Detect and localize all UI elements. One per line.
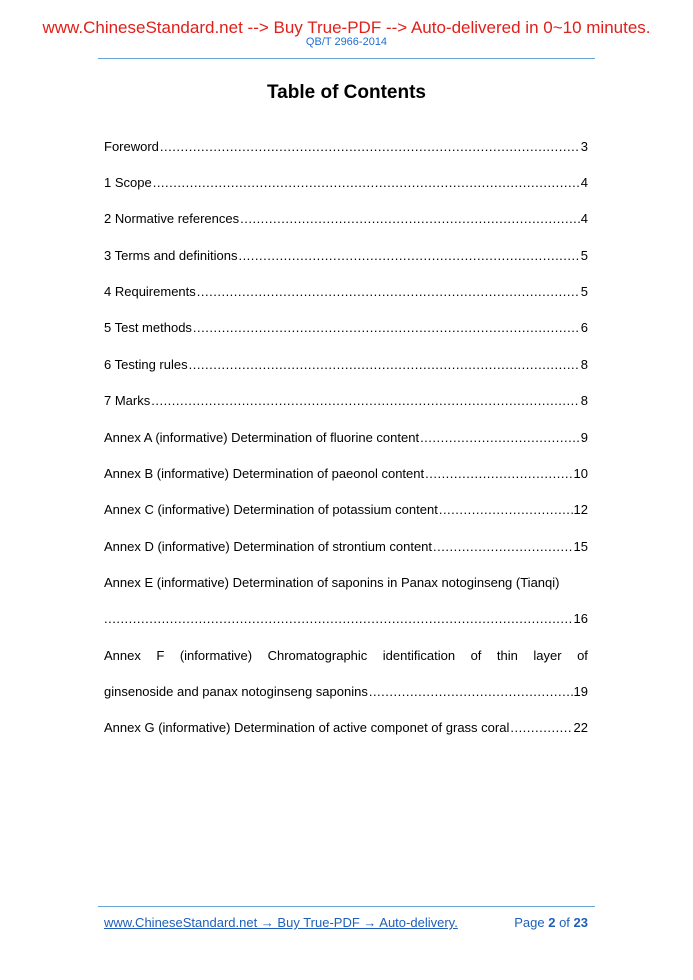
- toc-entry-label: 3 Terms and definitions: [104, 248, 238, 263]
- toc-entry-marks[interactable]: [104, 392, 588, 410]
- dot-leader: [160, 138, 580, 156]
- dot-leader: [153, 174, 580, 192]
- toc-entry-label: ginsenoside and panax notoginseng saponins: [104, 684, 368, 699]
- toc-entry-annex-f-line1[interactable]: [104, 647, 588, 665]
- toc-entry-page: 10: [573, 466, 588, 481]
- toc-entry-annex-f[interactable]: [104, 683, 588, 701]
- dot-leader: [193, 319, 580, 337]
- toc-entry-label: 1 Scope: [104, 175, 152, 190]
- toc-entry-test-methods[interactable]: [104, 319, 588, 337]
- toc-entry-page: 5: [580, 248, 588, 263]
- page-prefix: Page: [514, 915, 545, 930]
- toc-word: (informative): [179, 648, 253, 663]
- dot-leader: [369, 683, 573, 701]
- toc-entry-label: Annex A (informative) Determination of fluorine content: [104, 430, 420, 445]
- toc-word: identification: [382, 648, 456, 663]
- toc-entry-page: 4: [580, 211, 588, 226]
- toc-entry-page: 19: [573, 684, 588, 699]
- toc-entry-page: 9: [580, 430, 588, 445]
- toc-entry-annex-b[interactable]: [104, 465, 588, 483]
- promo-banner[interactable]: www.ChineseStandard.net --> Buy True-PDF --> Auto-delivered in 0~10 minutes.: [42, 18, 651, 37]
- toc-entry-label: Annex B (informative) Determination of paeonol content: [104, 466, 425, 481]
- standard-code: QB/T 2966-2014: [305, 36, 388, 48]
- toc-entry-annex-e[interactable]: [104, 610, 588, 628]
- page-separator: of: [559, 915, 570, 930]
- toc-entry-page: 3: [580, 139, 588, 154]
- toc-entry-label: Annex D (informative) Determination of strontium content: [104, 539, 433, 554]
- dot-leader: [197, 283, 580, 301]
- toc-entry-page: 6: [580, 320, 588, 335]
- toc-entry-label: Annex C (informative) Determination of potassium content: [104, 502, 438, 517]
- toc-entry-page: 8: [580, 393, 588, 408]
- toc-word: of: [577, 648, 588, 663]
- toc-entry-requirements[interactable]: [104, 283, 588, 301]
- toc-entry-annex-c[interactable]: [104, 501, 588, 519]
- toc-entry-normative-references[interactable]: [104, 210, 588, 228]
- toc-entry-label: 4 Requirements: [104, 284, 196, 299]
- dot-leader: [189, 356, 580, 374]
- toc-entry-page: 12: [573, 502, 588, 517]
- toc-word: thin: [496, 648, 518, 663]
- dot-leader: [238, 247, 579, 265]
- footer-link[interactable]: www.ChineseStandard.net → Buy True-PDF → Auto-delivery.: [104, 915, 458, 930]
- footer-divider: [98, 906, 595, 907]
- page-total: 23: [573, 915, 588, 930]
- toc-entry-label: 7 Marks: [104, 393, 151, 408]
- toc-entry-annex-e-label[interactable]: Annex E (informative) Determination of saponins in Panax notoginseng (Tianqi): [104, 575, 560, 590]
- toc-word: Annex: [104, 648, 141, 663]
- toc-entry-annex-g[interactable]: [104, 719, 588, 737]
- toc-word: Chromatographic: [267, 648, 368, 663]
- toc-entry-foreword[interactable]: [104, 138, 588, 156]
- dot-leader: [104, 610, 573, 628]
- toc-entry-label: 6 Testing rules: [104, 357, 188, 372]
- dot-leader: [240, 210, 580, 228]
- toc-entry-label: 5 Test methods: [104, 320, 192, 335]
- toc-entry-page: 22: [573, 720, 588, 735]
- toc-entry-page: 5: [580, 284, 588, 299]
- toc-entry-label: Foreword: [104, 139, 159, 154]
- toc-entry-label: Annex G (informative) Determination of active componet of grass coral: [104, 720, 510, 735]
- dot-leader: [425, 465, 572, 483]
- toc-entry-page: 8: [580, 357, 588, 372]
- dot-leader: [433, 538, 573, 556]
- dot-leader: [420, 429, 580, 447]
- page-indicator: [514, 914, 588, 932]
- page-footer: [104, 914, 588, 932]
- toc-word: layer: [533, 648, 562, 663]
- toc-word: F: [156, 648, 165, 663]
- toc-entry-annex-a[interactable]: [104, 429, 588, 447]
- dot-leader: [151, 392, 580, 410]
- toc-entry-scope[interactable]: [104, 174, 588, 192]
- dot-leader: [439, 501, 573, 519]
- dot-leader: [510, 719, 572, 737]
- toc-word: of: [470, 648, 482, 663]
- toc-entry-label: 2 Normative references: [104, 211, 240, 226]
- toc-entry-terms-definitions[interactable]: [104, 247, 588, 265]
- toc-entry-page: 4: [580, 175, 588, 190]
- toc-entry-page: 16: [573, 611, 588, 626]
- page-current: 2: [548, 915, 556, 930]
- toc-entry-annex-d[interactable]: [104, 538, 588, 556]
- toc-entry-page: 15: [573, 539, 588, 554]
- header-divider: [98, 58, 595, 59]
- toc-entry-testing-rules[interactable]: [104, 356, 588, 374]
- page-title: Table of Contents: [266, 82, 427, 103]
